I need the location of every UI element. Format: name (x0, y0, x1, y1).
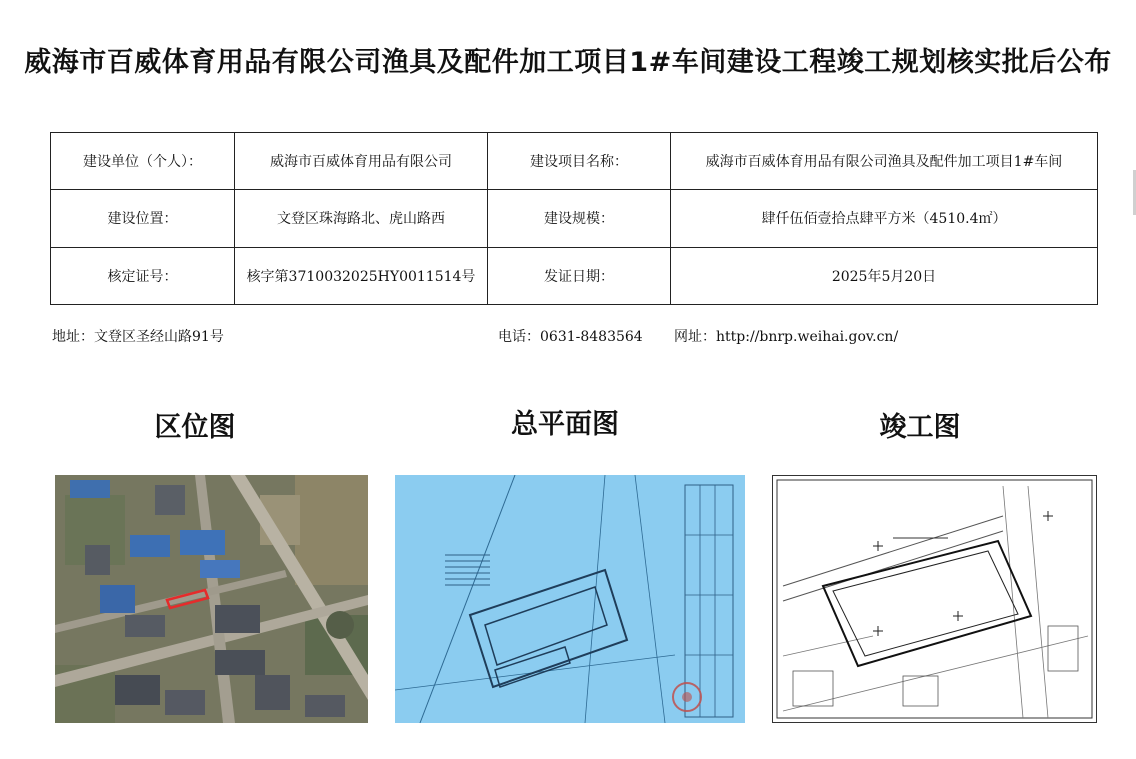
construction-unit-value: 威海市百威体育用品有限公司 (235, 133, 488, 190)
table-row (51, 133, 1098, 190)
permit-number-label: 核定证号： (51, 247, 235, 304)
issue-date-value: 2025年5月20日 (671, 247, 1098, 304)
site-plan-title: 总平面图 (511, 409, 619, 440)
address-text: 地址：文登区圣经山路91号 (52, 329, 224, 345)
location-value: 文登区珠海路北、虎山路西 (235, 190, 488, 247)
site-plan-image (395, 475, 745, 723)
construction-unit-label: 建设单位（个人）： (51, 133, 235, 190)
scale-value: 肆仟伍佰壹拾点肆平方米（4510.4㎡） (671, 190, 1098, 247)
table-row (51, 247, 1098, 304)
table-row (51, 190, 1098, 247)
issue-date-label: 发证日期： (488, 247, 671, 304)
location-map-title: 区位图 (154, 412, 236, 443)
as-built-image (772, 475, 1097, 723)
location-label: 建设位置： (51, 190, 235, 247)
permit-number-value: 核字第3710032025HY0011514号 (235, 247, 488, 304)
page-title: 威海市百威体育用品有限公司渔具及配件加工项目1#车间建设工程竣工规划核实批后公布 (24, 47, 1112, 78)
as-built-title: 竣工图 (879, 412, 961, 443)
scale-label: 建设规模： (488, 190, 671, 247)
project-info-table (50, 132, 1098, 305)
phone-text: 电话：0631-8483564 (498, 329, 643, 345)
project-name-value: 威海市百威体育用品有限公司渔具及配件加工项目1#车间 (671, 133, 1098, 190)
location-map-image (55, 475, 368, 723)
website-link[interactable]: 网址：http://bnrp.weihai.gov.cn/ (674, 329, 899, 345)
project-name-label: 建设项目名称： (488, 133, 671, 190)
